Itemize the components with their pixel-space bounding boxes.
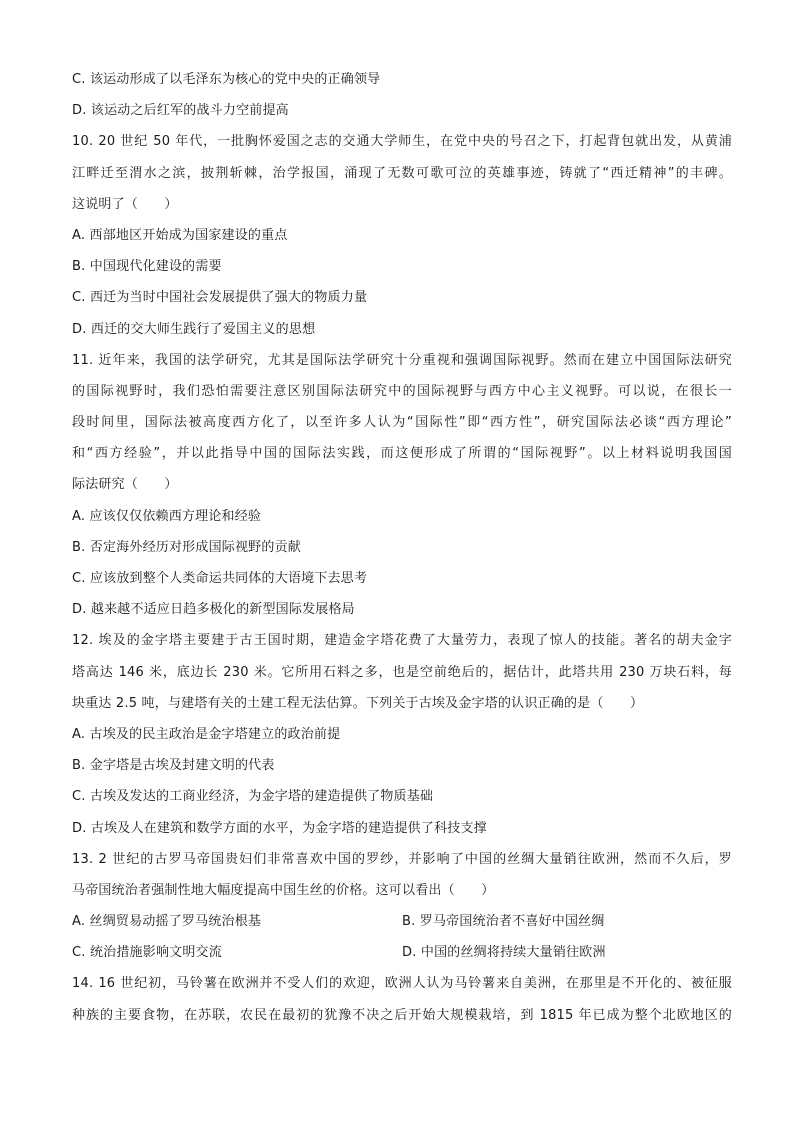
q10-option-b: B. 中国现代化建设的需要 (72, 259, 222, 275)
q13-options-row-1 (72, 906, 732, 937)
q10-option-d: D. 西迁的交大师生践行了爱国主义的思想 (72, 321, 316, 337)
q12-option-a: A. 古埃及的民主政治是金字塔建立的政治前提 (72, 726, 341, 742)
q11-stem-line-3: 段时间里，国际法被高度西方化了，以至许多人认为“国际性”即“西方性”，研究国际法必谈“西方理论” (72, 415, 732, 431)
q12-stem-line-3: 块重达 2.5 吨，与建塔有关的土建工程无法估算。下列关于古埃及金字塔的认识正确的是（ ） (72, 695, 644, 711)
q14-stem-line-1: 14. 16 世纪初，马铃薯在欧洲并不受人们的欢迎，欧洲人认为马铃薯来自美洲，在那里是不开化的、被征服 (72, 976, 732, 992)
q11-option-a: A. 应该仅仅依赖西方理论和经验 (72, 508, 262, 524)
q12-option-b: B. 金字塔是古埃及封建文明的代表 (72, 758, 275, 774)
q13-option-b: B. 罗马帝国统治者不喜好中国丝绸 (402, 914, 605, 930)
q9-option-d: D. 该运动之后红军的战斗力空前提高 (72, 103, 289, 119)
q13-option-d: D. 中国的丝绸将持续大量销往欧洲 (402, 945, 606, 961)
q13-option-c: C. 统治措施影响文明交流 (72, 945, 222, 961)
q11-option-c: C. 应该放到整个人类命运共同体的大语境下去思考 (72, 571, 368, 586)
q11-stem-line-5: 际法研究（ ） (72, 477, 178, 493)
q9-option-c: C. 该运动形成了以毛泽东为核心的党中央的正确领导 (72, 72, 381, 87)
q13-stem-line-2: 马帝国统治者强制性地大幅度提高中国生丝的价格。这可以看出（ ） (72, 882, 495, 898)
q11-stem-line-4: 和“西方经验”，并以此指导中国的国际法实践，而这便形成了所谓的“国际视野”。以上材料说明我国国 (72, 446, 732, 462)
q12-option-c: C. 古埃及发达的工商业经济，为金字塔的建造提供了物质基础 (72, 789, 434, 805)
q10-stem-line-3: 这说明了（ ） (72, 196, 178, 212)
q11-option-d: D. 越来越不适应日趋多极化的新型国际发展格局 (72, 602, 355, 618)
q11-stem-line-2: 的国际视野时，我们恐怕需要注意区别国际法研究中的国际视野与西方中心主义视野。可以说，在很长一 (72, 383, 732, 399)
q13-option-a: A. 丝绸贸易动摇了罗马统治根基 (72, 914, 262, 930)
q11-stem-line-1: 11. 近年来，我国的法学研究，尤其是国际法学研究十分重视和强调国际视野。然而在建立中国国际法研究 (72, 352, 732, 368)
q10-option-a: A. 西部地区开始成为国家建设的重点 (72, 227, 288, 243)
q13-stem-line-1: 13. 2 世纪的古罗马帝国贵妇们非常喜欢中国的罗纱，并影响了中国的丝绸大量销往欧洲，然而不久后，罗 (72, 851, 732, 867)
q10-stem-line-1: 10. 20 世纪 50 年代，一批胸怀爱国之志的交通大学师生，在党中央的号召之下，打起背包就出发，从黄浦 (72, 134, 732, 150)
q12-stem-line-1: 12. 埃及的金字塔主要建于古王国时期，建造金字塔花费了大量劳力，表现了惊人的技能。著名的胡夫金字 (72, 633, 732, 649)
q12-option-d: D. 古埃及人在建筑和数学方面的水平，为金字塔的建造提供了科技支撑 (72, 820, 487, 836)
q10-stem-line-2: 江畔迁至渭水之滨，披荆斩棘，治学报国，涌现了无数可歌可泣的英雄事迹，铸就了“西迁精神”的丰碑。 (72, 165, 732, 181)
q11-option-b: B. 否定海外经历对形成国际视野的贡献 (72, 539, 301, 555)
q12-stem-line-2: 塔高达 146 米，底边长 230 米。它所用石料之多，也是空前绝后的，据估计，此塔共用 230 万块石料，每 (72, 664, 732, 680)
exam-page (72, 64, 732, 1031)
q13-options-row-2 (72, 937, 732, 968)
q14-stem-line-2: 种族的主要食物，在苏联，农民在最初的犹豫不决之后开始大规模栽培，到 1815 年已成为整个北欧地区的 (72, 1007, 732, 1023)
q10-option-c: C. 西迁为当时中国社会发展提供了强大的物质力量 (72, 290, 368, 306)
